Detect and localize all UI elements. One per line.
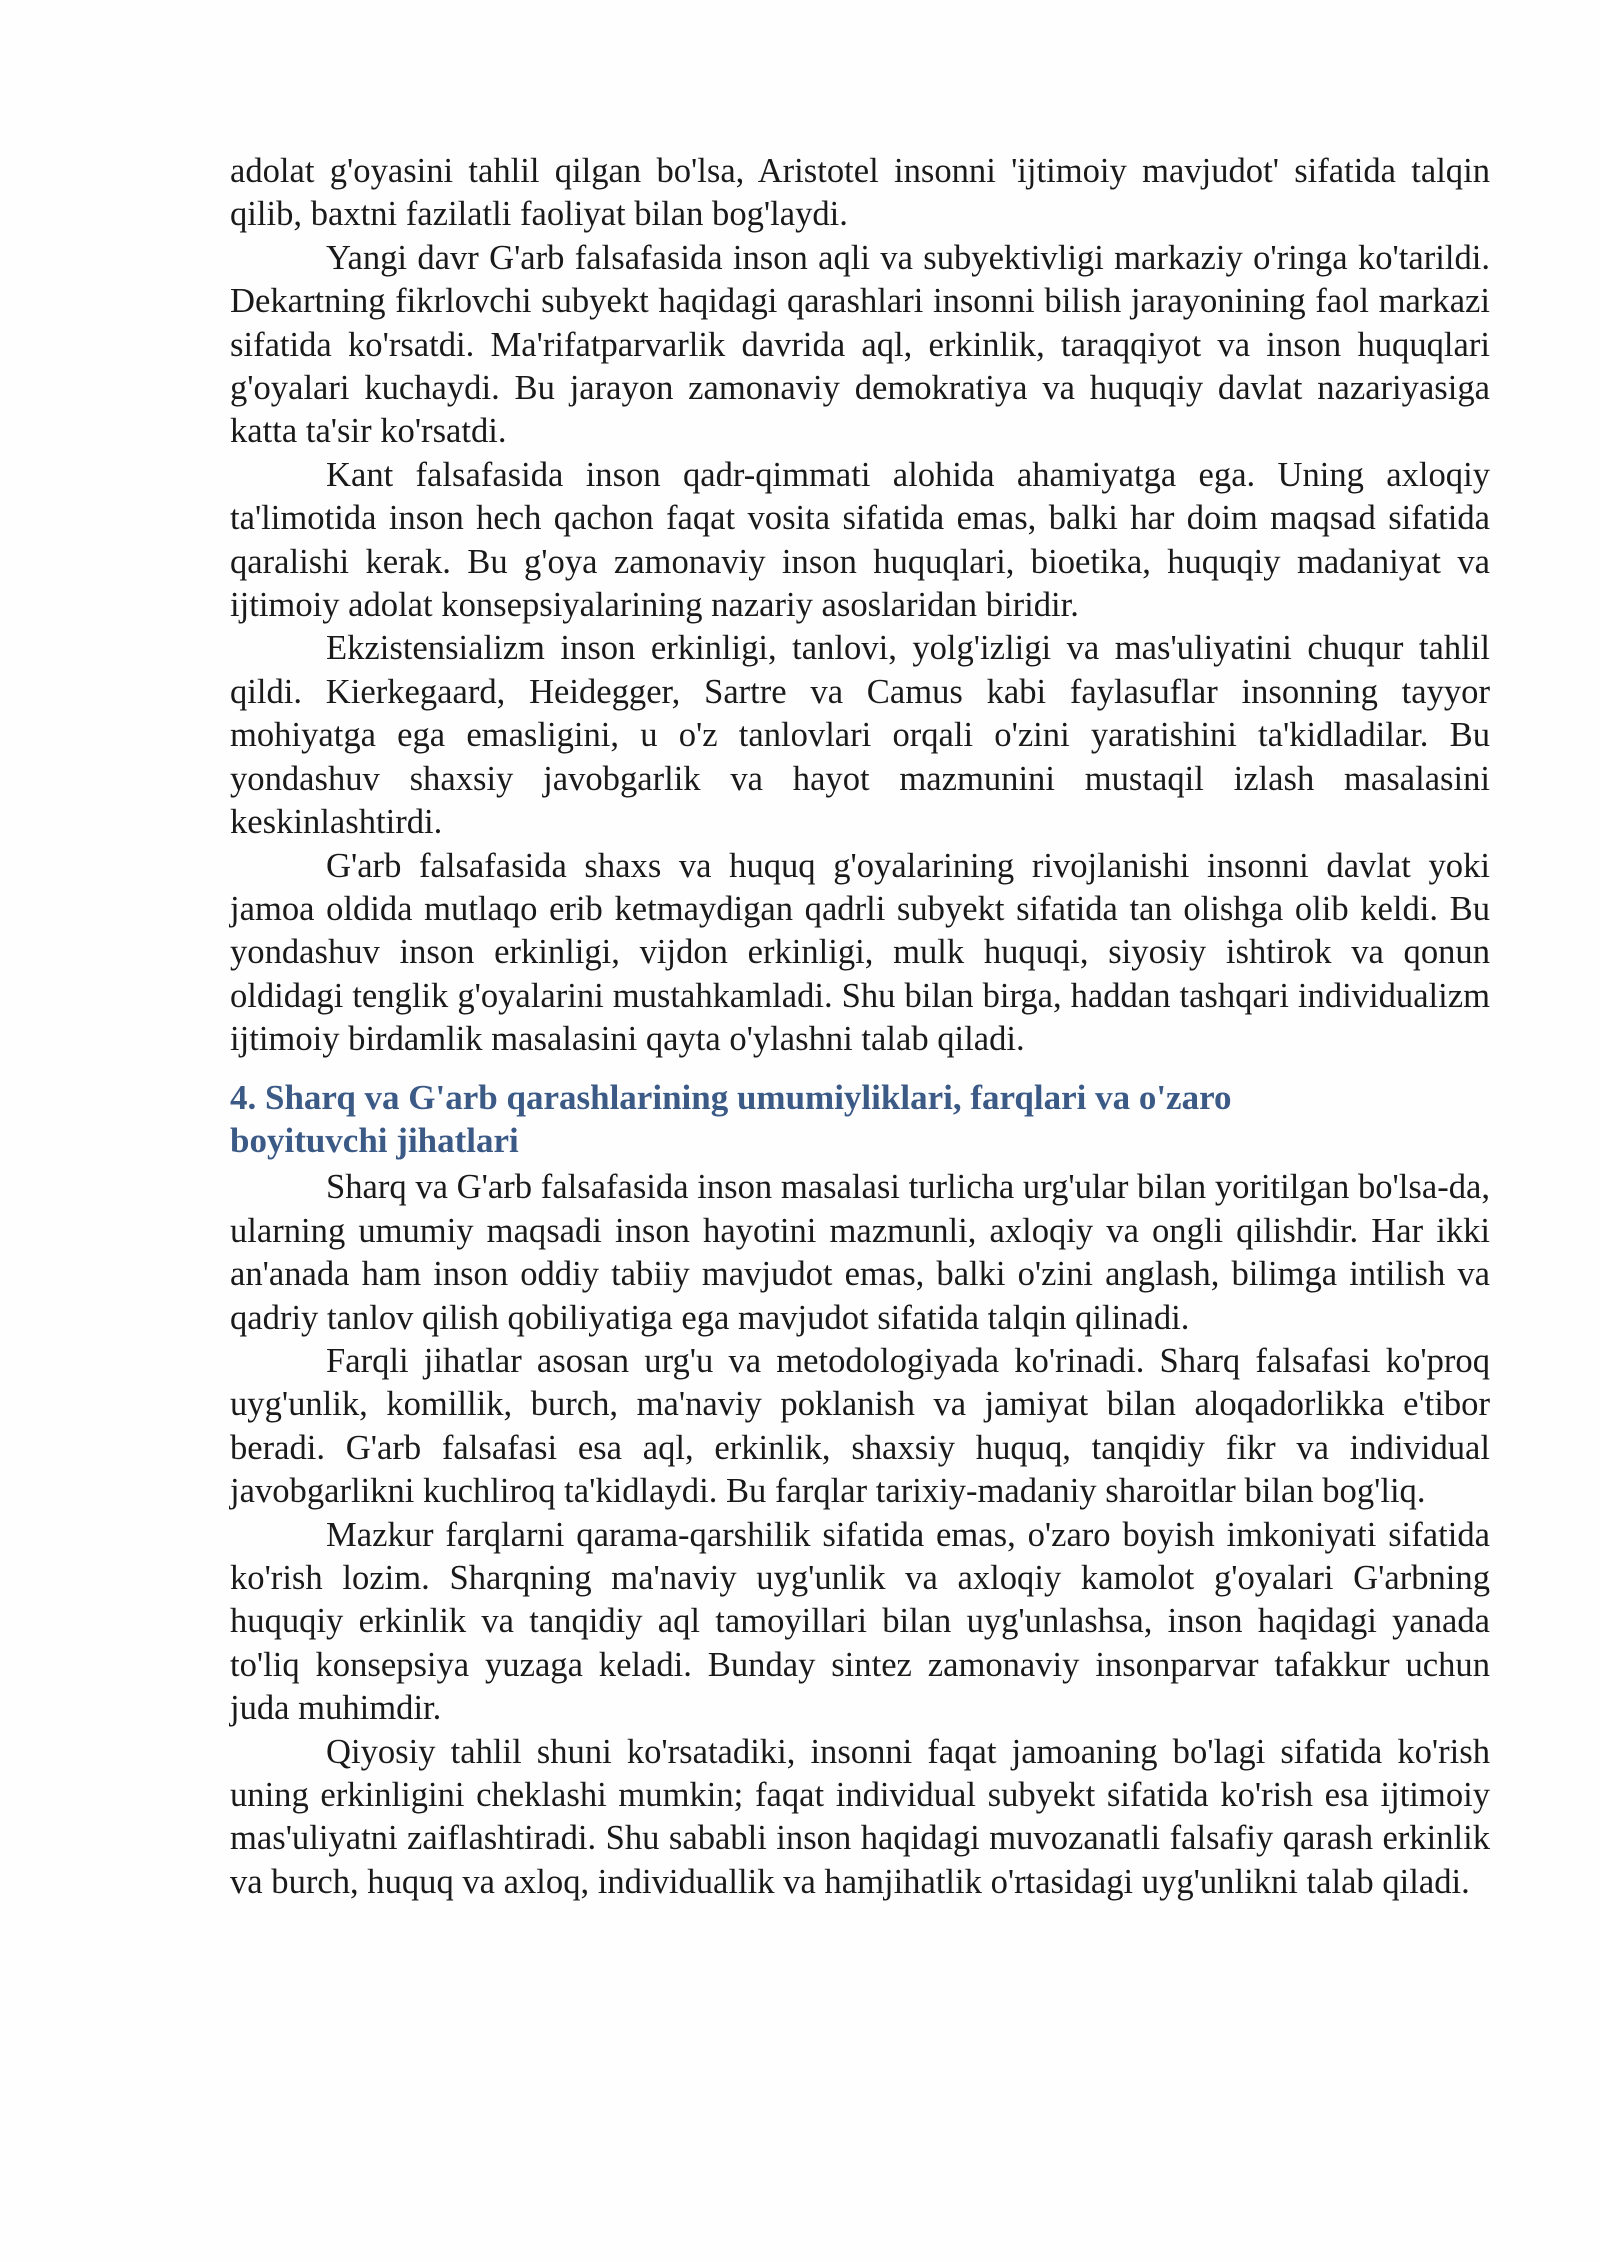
paragraph-differences: Farqli jihatlar asosan urg'u va metodologiyada ko'rinadi. Sharq falsafasi ko'proq uyg'unlik, komillik, burch, ma'naviy poklanish va jamiyat bilan aloqadorlikka e'tibor beradi. G'arb falsafasi esa aql, erkinlik, shaxsiy huquq, tanqidiy fikr va individual javobgarlikni kuchliroq ta'kidlaydi. Bu farqlar tarixiy-madaniy sharoitlar bilan bog'liq. — [230, 1341, 1490, 1511]
document-body — [230, 150, 1490, 1904]
paragraph-common-goal: Sharq va G'arb falsafasida inson masalasi turlicha urg'ular bilan yoritilgan bo'lsa-da, ularning umumiy maqsadi inson hayotini mazmunli, axloqiy va ongli qilishdir. Har ikki an'anada ham inson oddiy tabiiy mavjudot emas, balki o'zini anglash, bilimga intilish va qadriy tanlov qilish qobiliyatiga ega mavjudot sifatida talqin qilinadi. — [230, 1168, 1490, 1337]
section-heading: 4. Sharq va G'arb qarashlarining umumiyliklari, farqlari va o'zaro boyituvchi jihatlari — [230, 1077, 1232, 1160]
paragraph-comparative-analysis: Qiyosiy tahlil shuni ko'rsatadiki, insonni faqat jamoaning bo'lagi sifatida ko'rish uning erkinligini cheklashi mumkin; faqat individual subyekt sifatida ko'rish esa ijtimoiy mas'uliyatni zaiflashtiradi. Shu sababli inson haqidagi muvozanatli falsafiy qarash erkinlik va burch, huquq va axloq, individuallik va hamjihatlik o'rtasidagi uyg'unlikni talab qiladi. — [230, 1732, 1490, 1901]
paragraph-kant: Kant falsafasida inson qadr-qimmati alohida ahamiyatga ega. Uning axloqiy ta'limotida inson hech qachon faqat vosita sifatida emas, balki har doim maqsad sifatida qaralishi kerak. Bu g'oya zamonaviy inson huquqlari, bioetika, huquqiy madaniyat va ijtimoiy adolat konsepsiyalarining nazariy asoslaridan biridir. — [230, 455, 1490, 625]
paragraph-existentialism: Ekzistensializm inson erkinligi, tanlovi, yolg'izligi va mas'uliyatini chuqur tahlil qildi. Kierkegaard, Heidegger, Sartre va Camus kabi faylasuflar insonning tayyor mohiyatga ega emasligini, u o'z tanlovlari orqali o'zini yaratishini ta'kidladilar. Bu yondashuv shaxsiy javobgarlik va hayot mazmunini mustaqil izlash masalasini keskinlashtirdi. — [230, 629, 1490, 842]
paragraph-mutual-enrichment: Mazkur farqlarni qarama-qarshilik sifatida emas, o'zaro boyish imkoniyati sifatida ko'rish lozim. Sharqning ma'naviy uyg'unlik va axloqiy kamolot g'oyalari G'arbning huquqiy erkinlik va tanqidiy aql tamoyillari bilan uyg'unlashsa, inson haqidagi yanada to'liq konsepsiya yuzaga keladi. Bunday sintez zamonaviy insonparvar tafakkur uchun juda muhimdir. — [230, 1515, 1490, 1728]
paragraph-person-and-law: G'arb falsafasida shaxs va huquq g'oyalarining rivojlanishi insonni davlat yoki jamoa oldida mutlaqo erib ketmaydigan qadrli subyekt sifatida tan olishga olib keldi. Bu yondashuv inson erkinligi, vijdon erkinligi, mulk huquqi, siyosiy ishtirok va qonun oldidagi tenglik g'oyalarini mustahkamladi. Shu bilan birga, haddan tashqari individualizm ijtimoiy birdamlik masalasini qayta o'ylashni talab qiladi. — [230, 846, 1490, 1059]
paragraph-continuation: adolat g'oyasini tahlil qilgan bo'lsa, Aristotel insonni 'ijtimoiy mavjudot' sifatida talqin qilib, baxtni fazilatli faoliyat bilan bog'laydi. — [230, 152, 1490, 234]
paragraph-modern-western: Yangi davr G'arb falsafasida inson aqli va subyektivligi markaziy o'ringa ko'tarildi. Dekartning fikrlovchi subyekt haqidagi qarashlari insonni bilish jarayonining faol markazi sifatida ko'rsatdi. Ma'rifatparvarlik davrida aql, erkinlik, taraqqiyot va inson huquqlari g'oyalari kuchaydi. Bu jarayon zamonaviy demokratiya va huquqiy davlat nazariyasiga katta ta'sir ko'rsatdi. — [230, 238, 1490, 451]
